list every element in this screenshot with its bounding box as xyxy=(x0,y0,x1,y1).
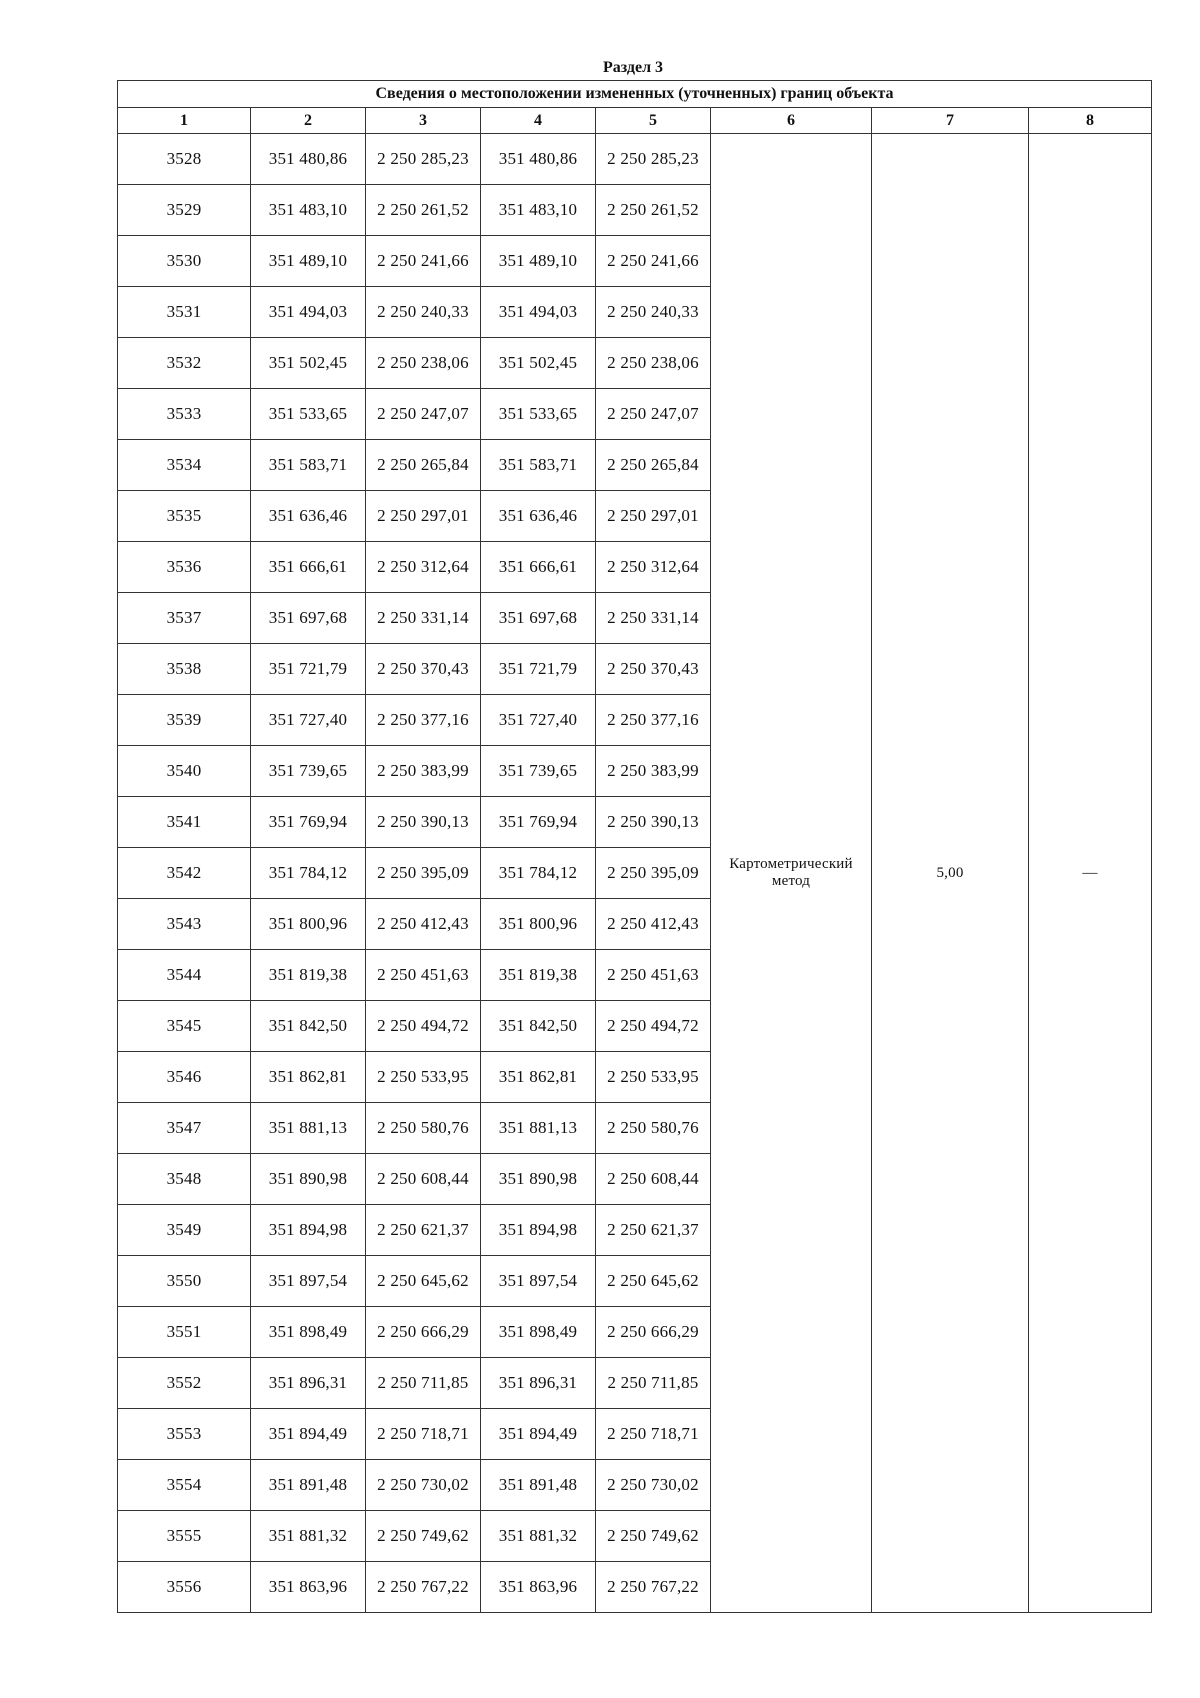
point-number-cell: 3535 xyxy=(118,491,251,542)
x-existing-cell: 351 533,65 xyxy=(251,389,366,440)
x-existing-cell: 351 697,68 xyxy=(251,593,366,644)
point-number-cell: 3553 xyxy=(118,1409,251,1460)
y-existing-cell: 2 250 265,84 xyxy=(366,440,481,491)
y-existing-cell: 2 250 412,43 xyxy=(366,899,481,950)
x-new-cell: 351 896,31 xyxy=(481,1358,596,1409)
column-number: 5 xyxy=(596,108,711,134)
y-new-cell: 2 250 265,84 xyxy=(596,440,711,491)
x-new-cell: 351 697,68 xyxy=(481,593,596,644)
x-new-cell: 351 784,12 xyxy=(481,848,596,899)
column-number: 7 xyxy=(872,108,1029,134)
x-new-cell: 351 721,79 xyxy=(481,644,596,695)
x-new-cell: 351 636,46 xyxy=(481,491,596,542)
x-new-cell: 351 489,10 xyxy=(481,236,596,287)
x-new-cell: 351 727,40 xyxy=(481,695,596,746)
y-existing-cell: 2 250 241,66 xyxy=(366,236,481,287)
y-new-cell: 2 250 580,76 xyxy=(596,1103,711,1154)
x-new-cell: 351 583,71 xyxy=(481,440,596,491)
x-new-cell: 351 502,45 xyxy=(481,338,596,389)
y-existing-cell: 2 250 312,64 xyxy=(366,542,481,593)
x-existing-cell: 351 881,32 xyxy=(251,1511,366,1562)
point-number-cell: 3540 xyxy=(118,746,251,797)
x-existing-cell: 351 881,13 xyxy=(251,1103,366,1154)
x-existing-cell: 351 784,12 xyxy=(251,848,366,899)
x-new-cell: 351 898,49 xyxy=(481,1307,596,1358)
y-new-cell: 2 250 390,13 xyxy=(596,797,711,848)
x-existing-cell: 351 894,98 xyxy=(251,1205,366,1256)
boundary-coordinates-table xyxy=(117,80,1152,1613)
x-existing-cell: 351 494,03 xyxy=(251,287,366,338)
y-new-cell: 2 250 370,43 xyxy=(596,644,711,695)
point-number-cell: 3542 xyxy=(118,848,251,899)
x-existing-cell: 351 502,45 xyxy=(251,338,366,389)
y-existing-cell: 2 250 285,23 xyxy=(366,134,481,185)
point-number-cell: 3548 xyxy=(118,1154,251,1205)
x-existing-cell: 351 842,50 xyxy=(251,1001,366,1052)
y-existing-cell: 2 250 451,63 xyxy=(366,950,481,1001)
x-existing-cell: 351 480,86 xyxy=(251,134,366,185)
column-number-row xyxy=(118,108,1152,134)
point-number-cell: 3529 xyxy=(118,185,251,236)
table-caption: Сведения о местоположении измененных (уточненных) границ объекта xyxy=(118,81,1152,108)
y-existing-cell: 2 250 261,52 xyxy=(366,185,481,236)
point-number-cell: 3533 xyxy=(118,389,251,440)
y-existing-cell: 2 250 608,44 xyxy=(366,1154,481,1205)
accuracy-cell: 5,00 xyxy=(872,134,1029,1613)
y-new-cell: 2 250 297,01 xyxy=(596,491,711,542)
x-new-cell: 351 890,98 xyxy=(481,1154,596,1205)
y-existing-cell: 2 250 377,16 xyxy=(366,695,481,746)
method-text xyxy=(729,856,853,890)
y-new-cell: 2 250 533,95 xyxy=(596,1052,711,1103)
y-new-cell: 2 250 494,72 xyxy=(596,1001,711,1052)
point-number-cell: 3547 xyxy=(118,1103,251,1154)
y-existing-cell: 2 250 331,14 xyxy=(366,593,481,644)
x-new-cell: 351 862,81 xyxy=(481,1052,596,1103)
x-existing-cell: 351 894,49 xyxy=(251,1409,366,1460)
point-number-cell: 3544 xyxy=(118,950,251,1001)
x-new-cell: 351 533,65 xyxy=(481,389,596,440)
x-new-cell: 351 483,10 xyxy=(481,185,596,236)
y-new-cell: 2 250 608,44 xyxy=(596,1154,711,1205)
point-number-cell: 3556 xyxy=(118,1562,251,1613)
x-existing-cell: 351 896,31 xyxy=(251,1358,366,1409)
x-existing-cell: 351 891,48 xyxy=(251,1460,366,1511)
table-caption-row xyxy=(118,81,1152,108)
x-existing-cell: 351 862,81 xyxy=(251,1052,366,1103)
y-new-cell: 2 250 767,22 xyxy=(596,1562,711,1613)
x-new-cell: 351 881,13 xyxy=(481,1103,596,1154)
y-existing-cell: 2 250 767,22 xyxy=(366,1562,481,1613)
point-number-cell: 3536 xyxy=(118,542,251,593)
point-number-cell: 3528 xyxy=(118,134,251,185)
x-new-cell: 351 842,50 xyxy=(481,1001,596,1052)
y-existing-cell: 2 250 494,72 xyxy=(366,1001,481,1052)
section-title: Раздел 3 xyxy=(602,59,664,76)
x-new-cell: 351 881,32 xyxy=(481,1511,596,1562)
column-number: 3 xyxy=(366,108,481,134)
y-new-cell: 2 250 238,06 xyxy=(596,338,711,389)
x-new-cell: 351 494,03 xyxy=(481,287,596,338)
method-line: метод xyxy=(771,873,811,889)
y-existing-cell: 2 250 749,62 xyxy=(366,1511,481,1562)
y-existing-cell: 2 250 240,33 xyxy=(366,287,481,338)
y-existing-cell: 2 250 666,29 xyxy=(366,1307,481,1358)
x-new-cell: 351 819,38 xyxy=(481,950,596,1001)
point-number-cell: 3551 xyxy=(118,1307,251,1358)
point-number-cell: 3543 xyxy=(118,899,251,950)
x-new-cell: 351 894,49 xyxy=(481,1409,596,1460)
y-new-cell: 2 250 645,62 xyxy=(596,1256,711,1307)
column-number: 8 xyxy=(1029,108,1152,134)
y-new-cell: 2 250 730,02 xyxy=(596,1460,711,1511)
x-existing-cell: 351 769,94 xyxy=(251,797,366,848)
x-new-cell: 351 480,86 xyxy=(481,134,596,185)
x-existing-cell: 351 636,46 xyxy=(251,491,366,542)
y-new-cell: 2 250 312,64 xyxy=(596,542,711,593)
x-existing-cell: 351 890,98 xyxy=(251,1154,366,1205)
y-new-cell: 2 250 718,71 xyxy=(596,1409,711,1460)
column-number: 4 xyxy=(481,108,596,134)
y-new-cell: 2 250 383,99 xyxy=(596,746,711,797)
y-existing-cell: 2 250 711,85 xyxy=(366,1358,481,1409)
x-new-cell: 351 666,61 xyxy=(481,542,596,593)
method-line: Картометрический xyxy=(729,856,853,872)
x-new-cell: 351 897,54 xyxy=(481,1256,596,1307)
point-number-cell: 3545 xyxy=(118,1001,251,1052)
point-number-cell: 3538 xyxy=(118,644,251,695)
table-row xyxy=(118,134,1152,185)
y-existing-cell: 2 250 718,71 xyxy=(366,1409,481,1460)
y-new-cell: 2 250 261,52 xyxy=(596,185,711,236)
point-number-cell: 3554 xyxy=(118,1460,251,1511)
y-new-cell: 2 250 711,85 xyxy=(596,1358,711,1409)
x-new-cell: 351 769,94 xyxy=(481,797,596,848)
point-number-cell: 3534 xyxy=(118,440,251,491)
point-number-cell: 3531 xyxy=(118,287,251,338)
y-new-cell: 2 250 285,23 xyxy=(596,134,711,185)
table-body xyxy=(118,134,1152,1613)
x-new-cell: 351 891,48 xyxy=(481,1460,596,1511)
y-new-cell: 2 250 412,43 xyxy=(596,899,711,950)
x-existing-cell: 351 898,49 xyxy=(251,1307,366,1358)
y-existing-cell: 2 250 370,43 xyxy=(366,644,481,695)
x-existing-cell: 351 583,71 xyxy=(251,440,366,491)
point-number-cell: 3537 xyxy=(118,593,251,644)
x-existing-cell: 351 489,10 xyxy=(251,236,366,287)
y-existing-cell: 2 250 383,99 xyxy=(366,746,481,797)
point-number-cell: 3549 xyxy=(118,1205,251,1256)
x-existing-cell: 351 819,38 xyxy=(251,950,366,1001)
y-existing-cell: 2 250 395,09 xyxy=(366,848,481,899)
y-existing-cell: 2 250 645,62 xyxy=(366,1256,481,1307)
y-new-cell: 2 250 395,09 xyxy=(596,848,711,899)
y-new-cell: 2 250 666,29 xyxy=(596,1307,711,1358)
x-new-cell: 351 894,98 xyxy=(481,1205,596,1256)
y-new-cell: 2 250 377,16 xyxy=(596,695,711,746)
column-number: 1 xyxy=(118,108,251,134)
x-existing-cell: 351 727,40 xyxy=(251,695,366,746)
y-new-cell: 2 250 451,63 xyxy=(596,950,711,1001)
x-existing-cell: 351 721,79 xyxy=(251,644,366,695)
y-existing-cell: 2 250 238,06 xyxy=(366,338,481,389)
y-new-cell: 2 250 621,37 xyxy=(596,1205,711,1256)
x-existing-cell: 351 897,54 xyxy=(251,1256,366,1307)
x-existing-cell: 351 666,61 xyxy=(251,542,366,593)
y-new-cell: 2 250 749,62 xyxy=(596,1511,711,1562)
point-number-cell: 3530 xyxy=(118,236,251,287)
y-existing-cell: 2 250 730,02 xyxy=(366,1460,481,1511)
y-new-cell: 2 250 241,66 xyxy=(596,236,711,287)
point-number-cell: 3555 xyxy=(118,1511,251,1562)
y-existing-cell: 2 250 247,07 xyxy=(366,389,481,440)
x-existing-cell: 351 739,65 xyxy=(251,746,366,797)
point-number-cell: 3552 xyxy=(118,1358,251,1409)
x-new-cell: 351 800,96 xyxy=(481,899,596,950)
method-cell xyxy=(711,134,872,1613)
x-existing-cell: 351 483,10 xyxy=(251,185,366,236)
y-existing-cell: 2 250 533,95 xyxy=(366,1052,481,1103)
column-number: 6 xyxy=(711,108,872,134)
x-new-cell: 351 739,65 xyxy=(481,746,596,797)
point-number-cell: 3546 xyxy=(118,1052,251,1103)
y-existing-cell: 2 250 390,13 xyxy=(366,797,481,848)
x-existing-cell: 351 800,96 xyxy=(251,899,366,950)
point-number-cell: 3541 xyxy=(118,797,251,848)
y-existing-cell: 2 250 580,76 xyxy=(366,1103,481,1154)
x-existing-cell: 351 863,96 xyxy=(251,1562,366,1613)
y-new-cell: 2 250 331,14 xyxy=(596,593,711,644)
y-existing-cell: 2 250 297,01 xyxy=(366,491,481,542)
y-new-cell: 2 250 247,07 xyxy=(596,389,711,440)
column-8-cell: — xyxy=(1029,134,1152,1613)
point-number-cell: 3550 xyxy=(118,1256,251,1307)
y-new-cell: 2 250 240,33 xyxy=(596,287,711,338)
point-number-cell: 3539 xyxy=(118,695,251,746)
x-new-cell: 351 863,96 xyxy=(481,1562,596,1613)
point-number-cell: 3532 xyxy=(118,338,251,389)
column-number: 2 xyxy=(251,108,366,134)
y-existing-cell: 2 250 621,37 xyxy=(366,1205,481,1256)
